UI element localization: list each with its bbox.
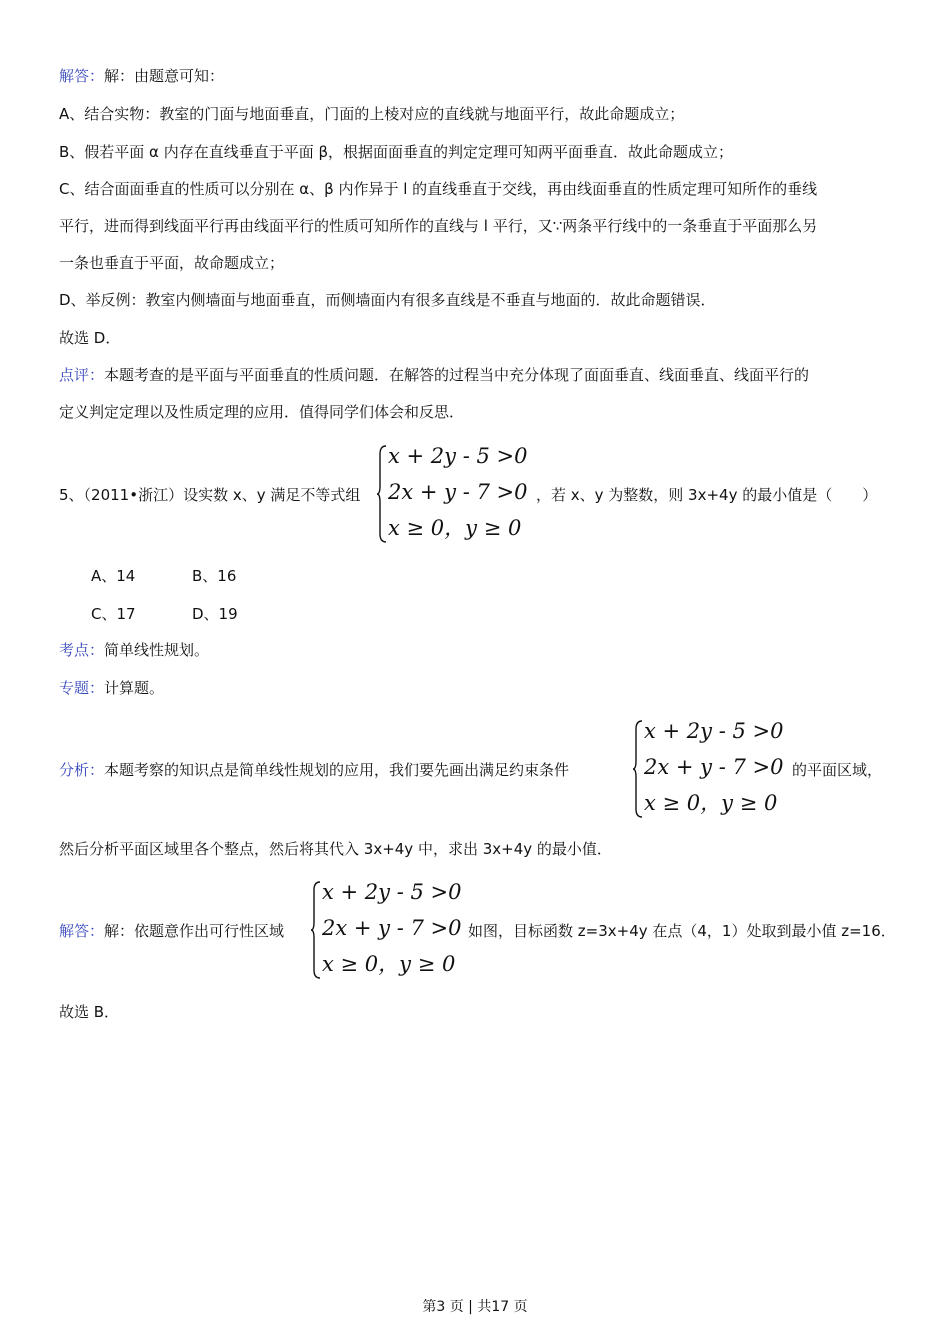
zhuanti-label: 专题： [59,679,105,697]
inequality-system-analysis [632,719,792,815]
comment-text-1: 本题考查的是平面与平面垂直的性质问题．在解答的过程当中充分体现了面面垂直、线面垂直、线面平行的 [104,366,810,384]
answer-text-after: 如图，目标函数 z=3x+4y 在点（4，1）处取到最小值 z=16． [468,922,896,940]
analysis-line-2: 然后分析平面区域里各个整点，然后将其代入 3x+4y 中，求出 3x+4y 的最小值． [59,840,612,858]
left-brace-icon [310,880,322,980]
comment-line-2: 定义判定定理以及性质定理的应用．值得同学们体会和反思． [59,403,465,421]
analysis-line [59,760,569,780]
left-brace-icon [632,719,644,819]
inequality-system-answer [310,880,470,976]
zhuanti-line [59,678,164,698]
analysis-text-after: 的平面区域， [792,761,883,779]
inequality-2: 2x + y - 7 >0 [322,916,462,940]
option-b: B、16 [192,567,237,585]
inequality-1: x + 2y - 5 >0 [322,880,462,904]
q5-stem-before: 5、（2011•浙江）设实数 x、y 满足不等式组 [59,486,361,504]
answer-text-before: 解：依题意作出可行性区域 [104,922,285,940]
inequality-2: 2x + y - 7 >0 [644,755,784,779]
inequality-1: x + 2y - 5 >0 [388,444,528,468]
comment-line-1 [59,365,809,385]
prev-choice: 故选 D． [59,329,121,347]
inequality-1: x + 2y - 5 >0 [644,719,784,743]
answer-line [59,921,284,941]
analysis-label: 分析： [59,761,105,779]
page-footer: 第3 页 | 共17 页 [422,1299,528,1315]
option-c-explanation-2: 平行，进而得到线面平行再由线面平行的性质可知所作的直线与 l 平行，又∵两条平行线中的一条垂直于平面那么另 [59,217,818,235]
inequality-2: 2x + y - 7 >0 [388,480,528,504]
left-brace-icon [376,444,388,544]
comment-label: 点评： [59,366,105,384]
zhuanti-text: 计算题。 [104,679,165,697]
inequality-system-q5 [376,444,536,540]
option-d-explanation: D、举反例：教室内侧墙面与地面垂直，而侧墙面内有很多直线是不垂直与地面的．故此命题错误． [59,291,716,309]
kaodian-line [59,640,209,660]
option-d: D、19 [192,605,238,623]
option-b-explanation: B、假若平面 α 内存在直线垂直于平面 β，根据面面垂直的判定定理可知两平面垂直．故此命题成立； [59,143,734,161]
analysis-text-before: 本题考察的知识点是简单线性规划的应用，我们要先画出满足约束条件 [104,761,570,779]
answer-intro: 解：由题意可知： [104,67,225,85]
option-c-explanation-3: 一条也垂直于平面，故命题成立； [59,254,285,272]
option-c: C、17 [91,605,136,623]
option-c-explanation-1: C、结合面面垂直的性质可以分别在 α、β 内作异于 l 的直线垂直于交线，再由线面垂直的性质定理可知所作的垂线 [59,180,818,198]
option-a-explanation: A、结合实物：教室的门面与地面垂直，门面的上棱对应的直线就与地面平行，故此命题成立； [59,105,685,123]
kaodian-text: 简单线性规划。 [104,641,210,659]
inequality-3: x ≥ 0，y ≥ 0 [322,952,456,976]
answer-label: 解答： [59,67,105,85]
q5-stem-after: ，若 x、y 为整数，则 3x+4y 的最小值是（ ） [536,486,878,504]
option-a: A、14 [91,567,136,585]
prev-answer-line [59,66,224,86]
inequality-3: x ≥ 0，y ≥ 0 [388,516,522,540]
q5-choice: 故选 B． [59,1003,120,1021]
answer-label: 解答： [59,922,105,940]
kaodian-label: 考点： [59,641,105,659]
inequality-3: x ≥ 0，y ≥ 0 [644,791,778,815]
